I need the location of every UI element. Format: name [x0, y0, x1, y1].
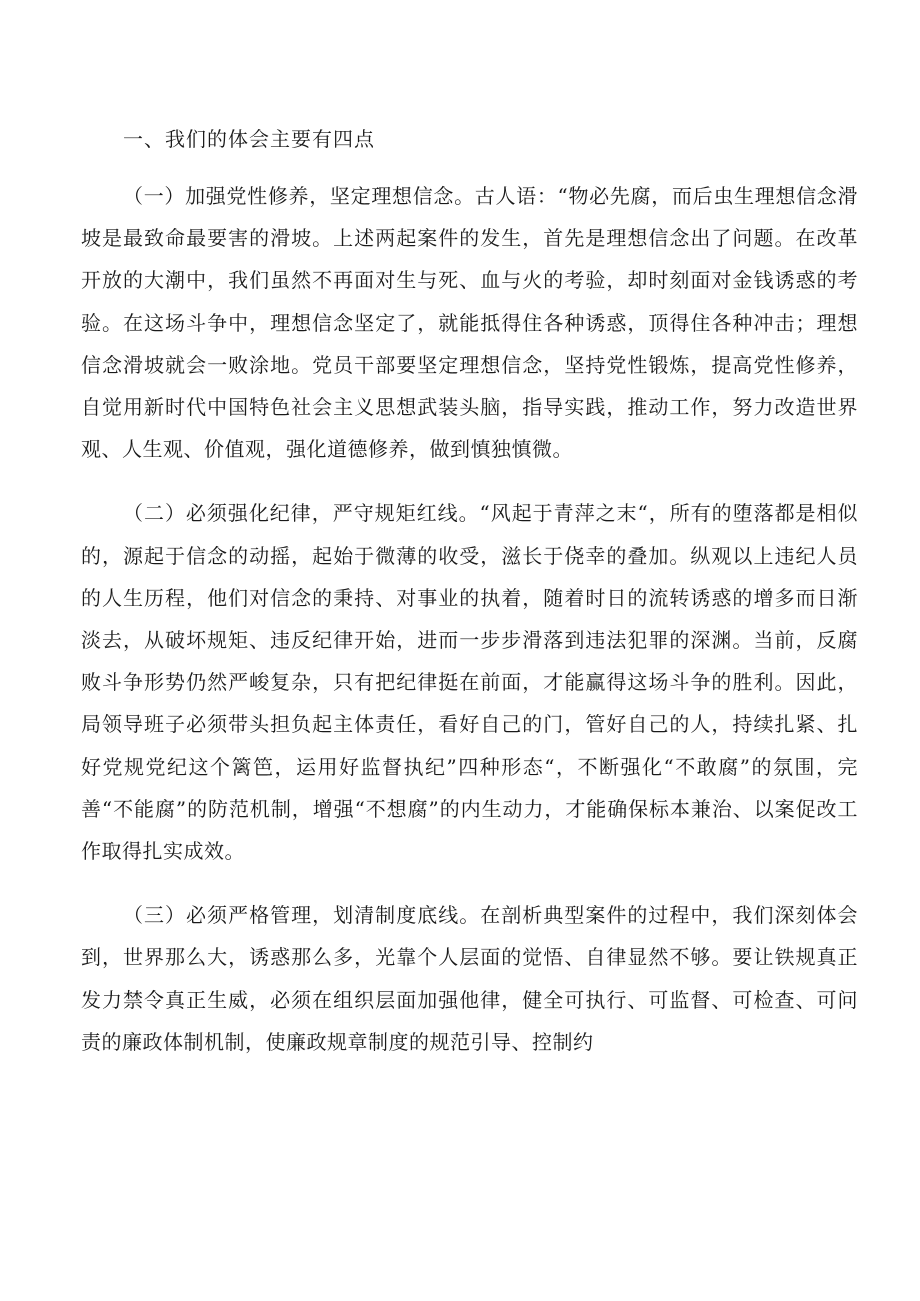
paragraph-strengthen-party-spirit: （一）加强党性修养，坚定理想信念。古人语：“物必先腐，而后虫生理想信念滑坡是最致命最要害的滑坡。上述两起案件的发生，首先是理想信念出了问题。在改革开放的大潮中，我们虽然不再面对生与死、血与火的考验，却时刻面对金钱诱惑的考验。在这场斗争中，理想信念坚定了，就能抵得住各种诱惑，顶得住各种冲击；理想信念滑坡就会一败涂地。党员干部要坚定理想信念，坚持党性锻炼，提高党性修养，自觉用新时代中国特色社会主义思想武装头脑，指导实践，推动工作，努力改造世界观、人生观、价值观，强化道德修养，做到慎独慎微。	[81, 184, 858, 462]
paragraph-strict-management: （三）必须严格管理，划清制度底线。在剖析典型案件的过程中，我们深刻体会到，世界那么大，诱惑那么多，光靠个人层面的觉悟、自律显然不够。要让铁规真正发力禁令真正生威，必须在组织层面加强他律，健全可执行、可监督、可检查、可问责的廉政体制机制，使廉政规章制度的规范引导、控制约	[81, 903, 858, 1054]
paragraph-strengthen-discipline: （二）必须强化纪律，严守规矩红线。“风起于青萍之末“，所有的堕落都是相似的，源起于信念的动摇，起始于微薄的收受，滋长于侥幸的叠加。纵观以上违纪人员的人生历程，他们对信念的秉持、对事业的执着，随着时日的流转诱惑的增多而日渐淡去，从破坏规矩、违反纪律开始，进而一步步滑落到违法犯罪的深渊。当前，反腐败斗争形势仍然严峻复杂，只有把纪律挺在前面，才能赢得这场斗争的胜利。因此，局领导班子必须带头担负起主体责任，看好自己的门，管好自己的人，持续扎紧、扎好党规党纪这个篱笆，运用好监督执纪”四种形态“，不断强化“不敢腐”的氛围，完善“不能腐”的防范机制，增强“不想腐”的内生动力，才能确保标本兼治、以案促改工作取得扎实成效。	[81, 501, 858, 864]
section-heading: 一、我们的体会主要有四点	[123, 127, 375, 151]
